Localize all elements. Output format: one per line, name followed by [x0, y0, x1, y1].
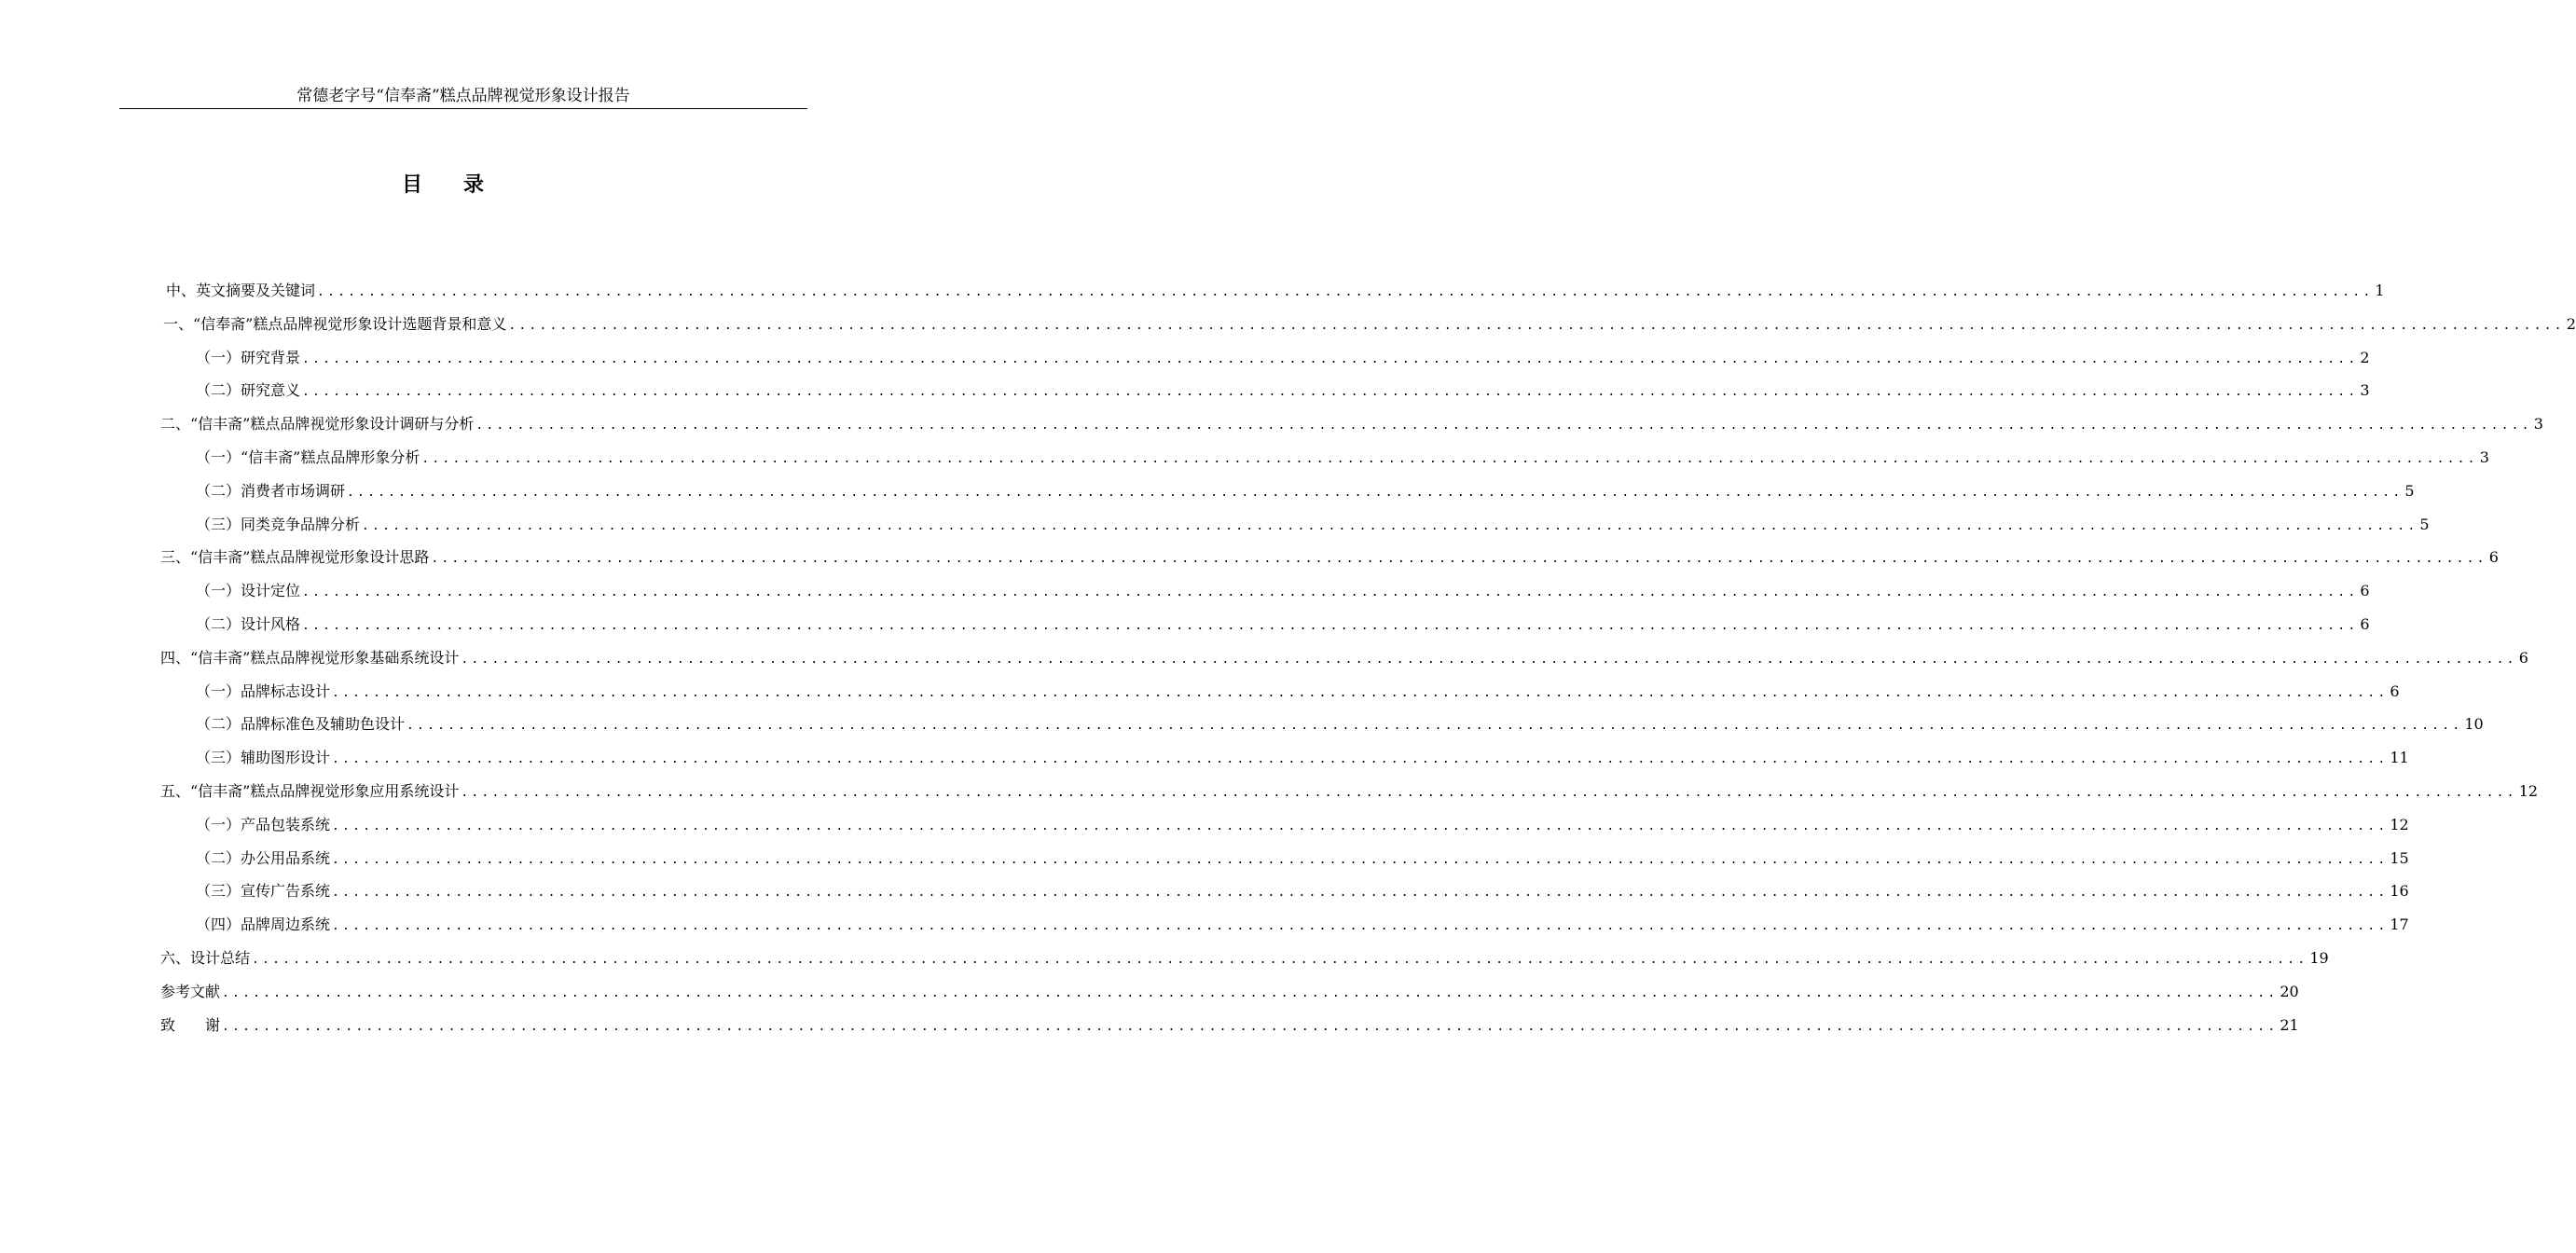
toc-entry[interactable]	[160, 947, 2329, 970]
header-rule	[119, 108, 807, 109]
toc-entry[interactable]	[166, 280, 2385, 302]
toc-entry-text: （二）消费者市场调研	[196, 481, 346, 500]
toc-dot-leader: ........................................................................................................................................................................................................	[332, 852, 2389, 867]
toc-entry[interactable]	[160, 546, 2499, 569]
toc-entry[interactable]	[196, 747, 2409, 769]
toc-entry[interactable]	[196, 713, 2484, 736]
toc-page-number: 12	[2518, 782, 2539, 800]
toc-dot-leader: ........................................................................................................................................................................................................	[332, 886, 2389, 901]
toc-entry-text: 一、“信奉斋”糕点品牌视觉形象设计选题背景和意义	[163, 314, 507, 333]
toc-entry-text: （二）研究意义	[196, 381, 301, 400]
toc-entry[interactable]	[196, 847, 2409, 870]
toc-page-number: 2	[2566, 314, 2576, 333]
toc-entry-text: （四）品牌周边系统	[196, 916, 331, 934]
toc-entry-text: （二）设计风格	[196, 615, 301, 633]
toc-dot-leader: ........................................................................................................................................................................................................	[332, 685, 2389, 700]
toc-entry[interactable]	[196, 580, 2370, 602]
toc-entry[interactable]	[196, 914, 2409, 936]
toc-dot-leader: ........................................................................................................................................................................................................	[362, 518, 2418, 533]
toc-page-number: 16	[2390, 882, 2409, 901]
toc-entry-text: （二）品牌标准色及辅助色设计	[196, 715, 406, 734]
toc-dot-leader: ........................................................................................................................................................................................................	[302, 385, 2359, 400]
toc-entry[interactable]	[196, 514, 2430, 536]
toc-entry-text: （一）产品包装系统	[196, 815, 331, 833]
toc-dot-leader: ........................................................................................................................................................................................................	[461, 786, 2517, 800]
toc-entry-text: 中、英文摘要及关键词	[166, 282, 316, 299]
toc-dot-leader: ........................................................................................................................................................................................................	[302, 351, 2359, 366]
toc-dot-leader: ........................................................................................................................................................................................................	[508, 318, 2565, 333]
toc-entry[interactable]	[196, 347, 2370, 369]
toc-dot-leader: ........................................................................................................................................................................................................	[332, 752, 2389, 767]
toc-page-number: 1	[2375, 282, 2385, 299]
toc-entry-text: （一）“信丰斋”糕点品牌形象分析	[196, 448, 420, 466]
toc-entry[interactable]	[196, 880, 2409, 902]
toc-entry-text: 六、设计总结	[160, 949, 251, 967]
toc-title: 目录	[401, 172, 525, 197]
toc-entry-text: （三）同类竞争品牌分析	[196, 515, 361, 533]
toc-entry[interactable]	[160, 780, 2539, 803]
toc-entry-text: 四、“信丰斋”糕点品牌视觉形象基础系统设计	[160, 648, 460, 667]
toc-page-number: 21	[2280, 1015, 2299, 1034]
toc-page-number: 15	[2390, 848, 2409, 867]
toc-entry[interactable]	[196, 814, 2409, 836]
toc-dot-leader: ........................................................................................................................................................................................................	[222, 985, 2279, 1000]
toc-page-number: 20	[2280, 982, 2299, 1000]
running-header: 常德老字号“信奉斋”糕点品牌视觉形象设计报告	[296, 87, 630, 105]
toc-entry[interactable]	[160, 1014, 2299, 1037]
toc-dot-leader: ........................................................................................................................................................................................................	[461, 652, 2517, 667]
toc-dot-leader: ........................................................................................................................................................................................................	[347, 485, 2404, 500]
toc-page-number: 5	[2404, 481, 2415, 500]
toc-entry-text: （二）办公用品系统	[196, 848, 331, 867]
toc-page-number: 6	[2360, 615, 2370, 633]
toc-page-number: 11	[2390, 749, 2409, 767]
toc-page-number: 3	[2479, 448, 2489, 466]
toc-dot-leader: ........................................................................................................................................................................................................	[332, 919, 2389, 934]
toc-page-number: 6	[2518, 648, 2528, 667]
toc-entry-text: 参考文献	[160, 982, 221, 1000]
toc-entry-text: （一）研究背景	[196, 348, 301, 366]
toc-dot-leader: ........................................................................................................................................................................................................	[317, 285, 2374, 299]
toc-dot-leader: ........................................................................................................................................................................................................	[302, 585, 2359, 600]
toc-dot-leader: ........................................................................................................................................................................................................	[406, 719, 2463, 734]
toc-entry-text: （三）宣传广告系统	[196, 882, 331, 901]
toc-entry-text: （一）设计定位	[196, 582, 301, 600]
toc-entry[interactable]	[196, 447, 2489, 469]
toc-page-number: 6	[2360, 582, 2370, 600]
toc-entry-text: （三）辅助图形设计	[196, 749, 331, 767]
toc-entry[interactable]	[160, 981, 2299, 1003]
toc-entry[interactable]	[163, 313, 2576, 336]
toc-page-number: 3	[2533, 415, 2543, 434]
toc-dot-leader: ........................................................................................................................................................................................................	[302, 619, 2359, 633]
toc-entry[interactable]	[196, 379, 2370, 402]
toc-page-number: 19	[2309, 949, 2329, 967]
toc-page-number: 6	[2390, 682, 2400, 700]
toc-entry[interactable]	[196, 681, 2400, 703]
toc-entry[interactable]	[196, 613, 2370, 636]
toc-entry[interactable]	[196, 480, 2415, 503]
toc-dot-leader: ........................................................................................................................................................................................................	[421, 452, 2478, 466]
toc-page-number: 10	[2464, 715, 2484, 734]
toc-dot-leader: ........................................................................................................................................................................................................	[222, 1019, 2279, 1034]
toc-dot-leader: ........................................................................................................................................................................................................	[431, 552, 2487, 567]
toc-page-number: 2	[2360, 348, 2370, 366]
toc-entry-text: 二、“信丰斋”糕点品牌视觉形象设计调研与分析	[160, 415, 475, 434]
toc-dot-leader: ........................................................................................................................................................................................................	[475, 419, 2532, 434]
toc-entry-text: 五、“信丰斋”糕点品牌视觉形象应用系统设计	[160, 782, 460, 800]
toc-page-number: 12	[2390, 815, 2409, 833]
toc-dot-leader: ........................................................................................................................................................................................................	[332, 819, 2389, 833]
toc-entry-text: （一）品牌标志设计	[196, 682, 331, 700]
toc-entry[interactable]	[160, 413, 2543, 435]
toc-dot-leader: ........................................................................................................................................................................................................	[252, 953, 2308, 967]
toc-entry-text: 三、“信丰斋”糕点品牌视觉形象设计思路	[160, 548, 430, 567]
toc-entry-text: 致 谢	[160, 1015, 221, 1034]
toc-page-number: 17	[2390, 916, 2409, 934]
toc-entry[interactable]	[160, 647, 2528, 669]
toc-page-number: 3	[2360, 381, 2370, 400]
toc-page-number: 5	[2419, 515, 2430, 533]
toc-page-number: 6	[2488, 548, 2499, 567]
